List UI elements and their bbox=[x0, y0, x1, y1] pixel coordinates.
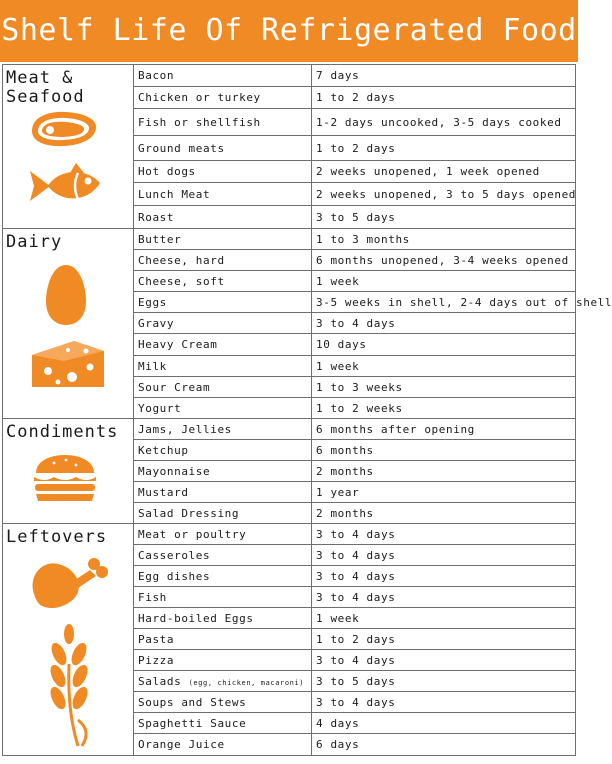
food-name: Chicken or turkey bbox=[138, 91, 261, 104]
shelf-life-cell bbox=[312, 250, 576, 271]
wheat-icon bbox=[44, 624, 94, 751]
egg-icon bbox=[44, 263, 88, 330]
shelf-life-cell bbox=[312, 545, 576, 566]
food-name: Milk bbox=[138, 359, 167, 373]
shelf-life-value: 3 to 4 days bbox=[316, 316, 396, 330]
food-name-cell bbox=[134, 292, 312, 313]
food-name-cell bbox=[134, 229, 312, 250]
food-name: Orange Juice bbox=[138, 738, 225, 751]
shelf-life-value: 6 days bbox=[316, 738, 360, 751]
shelf-life-cell bbox=[312, 109, 576, 136]
shelf-life-value: 10 days bbox=[316, 338, 367, 351]
food-name-cell bbox=[134, 206, 312, 229]
table-row bbox=[3, 65, 576, 87]
shelf-life-cell bbox=[312, 587, 576, 608]
shelf-life-cell bbox=[312, 566, 576, 587]
category-cell bbox=[3, 229, 134, 419]
shelf-life-value: 3 to 4 days bbox=[316, 653, 396, 667]
shelf-life-value: 3 to 5 days bbox=[316, 210, 396, 224]
food-name: Meat or poultry bbox=[138, 527, 247, 541]
shelf-life-value: 3-5 weeks in shell, 2-4 days out of shell bbox=[316, 295, 612, 309]
food-name: Yogurt bbox=[138, 401, 182, 415]
food-name-cell bbox=[134, 629, 312, 650]
food-name-cell bbox=[134, 608, 312, 629]
shelf-life-cell bbox=[312, 292, 612, 313]
food-name-cell bbox=[134, 109, 312, 136]
shelf-life-value: 3 to 4 days bbox=[316, 590, 396, 604]
food-name-cell bbox=[134, 587, 312, 608]
food-name-cell bbox=[134, 440, 312, 461]
steak-icon bbox=[26, 109, 100, 152]
shelf-life-cell bbox=[312, 713, 576, 734]
shelf-life-cell bbox=[312, 734, 576, 756]
food-name: Mayonnaise bbox=[138, 464, 211, 478]
food-name: Lunch Meat bbox=[138, 187, 211, 201]
shelf-life-value: 4 days bbox=[316, 716, 360, 730]
category-cell bbox=[3, 524, 134, 756]
shelf-life-value: 2 months bbox=[316, 506, 374, 520]
table-row bbox=[3, 524, 576, 545]
food-name: Eggs bbox=[138, 295, 167, 309]
shelf-life-cell bbox=[312, 650, 576, 671]
category-label: Condiments bbox=[6, 422, 119, 442]
shelf-life-value: 3 to 4 days bbox=[316, 569, 396, 583]
shelf-life-value: 1 year bbox=[316, 485, 360, 499]
shelf-life-value: 2 months bbox=[316, 464, 374, 478]
food-note: (egg, chicken, macaroni) bbox=[188, 678, 305, 687]
food-name: Bacon bbox=[138, 69, 175, 82]
food-name-cell bbox=[134, 250, 312, 271]
shelf-life-cell bbox=[312, 629, 576, 650]
food-name: Egg dishes bbox=[138, 569, 211, 583]
shelf-life-cell bbox=[312, 161, 576, 183]
food-name: Heavy Cream bbox=[138, 338, 218, 351]
food-name-cell bbox=[134, 65, 312, 87]
category-label: Meat & Seafood bbox=[6, 68, 85, 107]
food-name-cell bbox=[134, 461, 312, 482]
food-name-cell bbox=[134, 482, 312, 503]
shelf-life-value: 6 months after opening bbox=[316, 422, 475, 436]
food-name-cell bbox=[134, 398, 312, 419]
shelf-life-value: 3 to 4 days bbox=[316, 695, 396, 709]
food-name: Fish or shellfish bbox=[138, 115, 261, 129]
shelf-life-cell bbox=[312, 229, 576, 250]
food-name-cell bbox=[134, 503, 312, 524]
shelf-life-cell bbox=[312, 136, 576, 161]
food-name-cell bbox=[134, 136, 312, 161]
food-name-cell bbox=[134, 377, 312, 398]
food-name-cell bbox=[134, 524, 312, 545]
food-name: Sour Cream bbox=[138, 380, 211, 394]
food-name: Casseroles bbox=[138, 548, 211, 562]
food-name-cell bbox=[134, 671, 312, 692]
shelf-life-value: 1-2 days uncooked, 3-5 days cooked bbox=[316, 115, 562, 129]
shelf-life-value: 1 to 2 days bbox=[316, 91, 396, 104]
shelf-life-cell bbox=[312, 461, 576, 482]
fish-icon bbox=[26, 161, 106, 214]
category-cell bbox=[3, 419, 134, 524]
food-name: Roast bbox=[138, 210, 175, 224]
shelf-life-table bbox=[2, 64, 612, 756]
category-label: Leftovers bbox=[6, 527, 108, 547]
food-name: Ketchup bbox=[138, 443, 189, 457]
shelf-life-value: 1 to 2 weeks bbox=[316, 401, 403, 415]
shelf-life-cell bbox=[312, 377, 576, 398]
shelf-life-cell bbox=[312, 398, 576, 419]
food-name: Gravy bbox=[138, 316, 175, 330]
shelf-life-cell bbox=[312, 440, 576, 461]
food-name: Hot dogs bbox=[138, 165, 196, 178]
shelf-life-cell bbox=[312, 206, 576, 229]
food-name: Spaghetti Sauce bbox=[138, 716, 247, 730]
food-name: Pizza bbox=[138, 653, 175, 667]
food-name: Hard-boiled Eggs bbox=[138, 611, 254, 625]
shelf-life-value: 1 to 3 months bbox=[316, 232, 410, 246]
shelf-life-cell bbox=[312, 692, 576, 713]
food-name-cell bbox=[134, 87, 312, 109]
shelf-life-cell bbox=[312, 313, 576, 334]
category-cell bbox=[3, 65, 134, 229]
food-name-cell bbox=[134, 713, 312, 734]
food-name: Butter bbox=[138, 232, 182, 246]
drumstick-icon bbox=[24, 554, 108, 621]
shelf-life-cell bbox=[312, 419, 576, 440]
shelf-life-cell bbox=[312, 524, 576, 545]
shelf-life-value: 1 to 2 days bbox=[316, 141, 396, 155]
shelf-life-value: 2 weeks unopened, 3 to 5 days opened bbox=[316, 187, 577, 201]
shelf-life-value: 6 months unopened, 3-4 weeks opened bbox=[316, 253, 569, 267]
shelf-life-cell bbox=[312, 183, 576, 206]
food-name: Jams, Jellies bbox=[138, 422, 232, 436]
shelf-life-cell bbox=[312, 87, 576, 109]
food-name-cell bbox=[134, 313, 312, 334]
shelf-life-cell bbox=[312, 503, 576, 524]
food-name-cell bbox=[134, 334, 312, 356]
food-name: Cheese, soft bbox=[138, 274, 225, 288]
food-name-cell bbox=[134, 692, 312, 713]
food-name: Ground meats bbox=[138, 141, 225, 155]
food-name-cell bbox=[134, 419, 312, 440]
food-name-cell bbox=[134, 650, 312, 671]
table-row bbox=[3, 229, 576, 250]
shelf-life-value: 6 months bbox=[316, 443, 374, 457]
food-name: Cheese, hard bbox=[138, 253, 225, 267]
table-row bbox=[3, 419, 576, 440]
food-name-cell bbox=[134, 161, 312, 183]
shelf-life-value: 3 to 4 days bbox=[316, 548, 396, 562]
cheese-icon bbox=[28, 337, 108, 394]
shelf-life-cell bbox=[312, 482, 576, 503]
food-name: Mustard bbox=[138, 485, 189, 499]
shelf-life-value: 7 days bbox=[316, 69, 360, 82]
shelf-life-value: 1 week bbox=[316, 359, 360, 373]
shelf-life-value: 1 week bbox=[316, 611, 360, 625]
food-name-cell bbox=[134, 545, 312, 566]
food-name: Pasta bbox=[138, 632, 175, 646]
shelf-life-cell bbox=[312, 65, 576, 87]
shelf-life-value: 1 week bbox=[316, 274, 360, 288]
shelf-life-cell bbox=[312, 271, 576, 292]
food-name: Salad Dressing bbox=[138, 506, 240, 520]
shelf-life-value: 1 to 2 days bbox=[316, 632, 396, 646]
food-name-cell bbox=[134, 356, 312, 377]
food-name-cell bbox=[134, 271, 312, 292]
shelf-life-value: 3 to 4 days bbox=[316, 527, 396, 541]
burger-icon bbox=[32, 453, 98, 506]
shelf-life-value: 2 weeks unopened, 1 week opened bbox=[316, 165, 540, 178]
food-name-cell bbox=[134, 183, 312, 206]
food-name: Fish bbox=[138, 590, 167, 604]
food-name: Soups and Stews bbox=[138, 695, 247, 709]
category-label: Dairy bbox=[6, 232, 63, 252]
shelf-life-value: 1 to 3 weeks bbox=[316, 380, 403, 394]
shelf-life-cell bbox=[312, 334, 576, 356]
food-name: Salads bbox=[138, 674, 182, 688]
shelf-life-cell bbox=[312, 356, 576, 377]
page-title: Shelf Life Of Refrigerated Food bbox=[0, 0, 578, 62]
shelf-life-cell bbox=[312, 671, 576, 692]
food-name-cell bbox=[134, 566, 312, 587]
food-name-cell bbox=[134, 734, 312, 756]
shelf-life-value: 3 to 5 days bbox=[316, 674, 396, 688]
shelf-life-cell bbox=[312, 608, 576, 629]
